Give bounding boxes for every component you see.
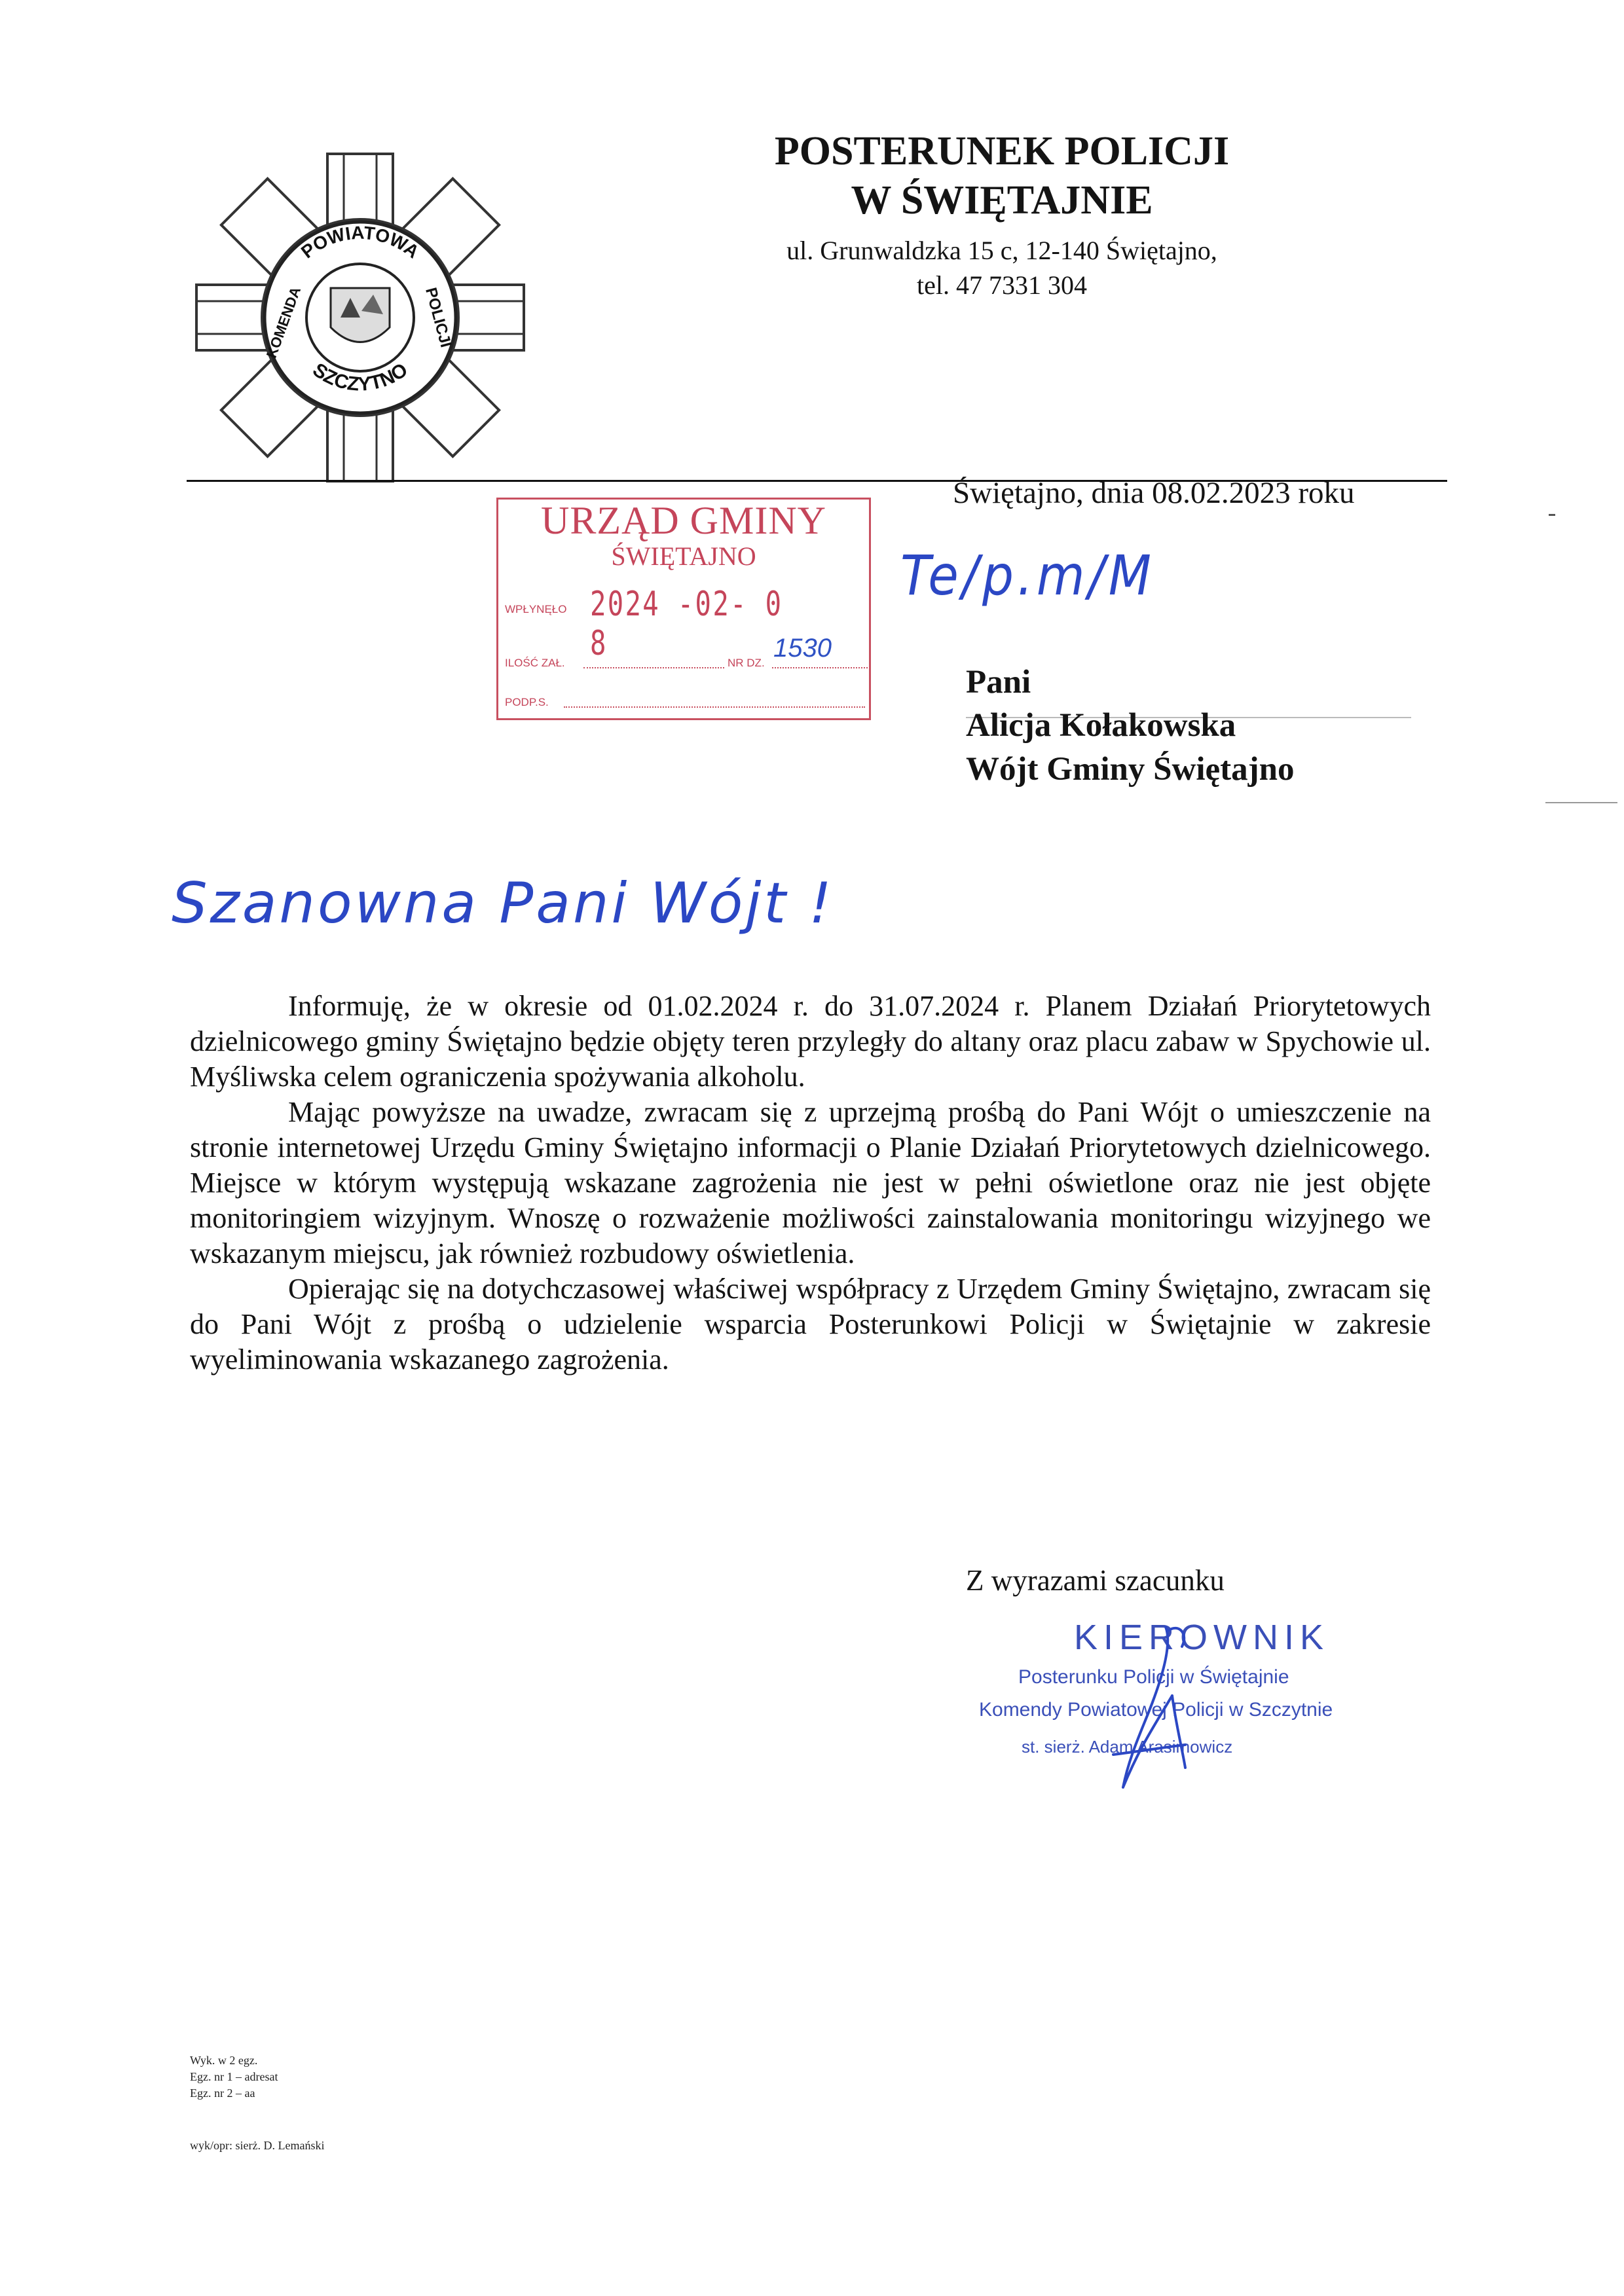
stamp-signature-dots — [564, 706, 865, 708]
salutation: Szanowna Pani Wójt ! — [172, 871, 834, 936]
stamp-subtitle: ŚWIĘTAJNO — [611, 541, 756, 571]
svg-text:POWIATOWA — [297, 223, 423, 263]
footer-prepared-by: wyk/opr: sierż. D. Lemański — [190, 2139, 325, 2152]
stamp-attachments-dots — [583, 667, 724, 668]
badge-text-bottom: SZCZYTNO — [308, 359, 412, 395]
footer-copies: Wyk. w 2 egz. — [190, 2054, 258, 2067]
footer-copy1: Egz. nr 1 – adresat — [190, 2070, 278, 2083]
handwritten-note: Te/p.m/M — [900, 543, 1155, 608]
date-line: Świętajno, dnia 08.02.2023 roku — [953, 476, 1355, 510]
signature-line2: Komendy Powiatowej Policji w Szczytnie — [979, 1699, 1333, 1721]
badge-text-left: KOMENDA — [263, 284, 304, 361]
badge-text-top: POWIATOWA — [297, 222, 423, 263]
signature-title: KIEROWNIK — [1074, 1618, 1330, 1657]
recipient-line2: Alicja Kołakowska — [966, 707, 1236, 744]
scan-mark — [1545, 802, 1617, 803]
stamp-signature-label: PODP.S. — [505, 696, 549, 708]
header-title-line2: W ŚWIĘTAJNIE — [851, 178, 1153, 223]
handwritten-signature — [976, 1617, 1369, 1813]
signature-line1: Posterunku Policji w Świętajnie — [1018, 1666, 1289, 1688]
closing: Z wyrazami szacunku — [966, 1564, 1225, 1597]
recipient-line3: Wójt Gminy Świętajno — [966, 751, 1295, 788]
signature-line3: st. sierż. Adam Arasimowicz — [1022, 1737, 1233, 1757]
badge-text-right: POLICJI — [422, 285, 455, 350]
svg-text:SZCZYTNO — [308, 359, 411, 395]
body-paragraph-1: Informuję, że w okresie od 01.02.2024 r. do 31.07.2024 r. Planem Działań Priorytetowych dzielnicowego gminy Świętajno będzie objęty teren przyległy do altany oraz placu zabaw w Spychowie ul. Myśliwska celem ograniczenia spożywania alkoholu. — [190, 990, 1431, 1093]
stamp-number-value: 1530 — [773, 634, 832, 663]
stamp-received-label: WPŁYNĘŁO — [505, 603, 567, 615]
signature-stamp — [976, 1617, 1369, 1813]
scan-mark — [1549, 514, 1555, 516]
recipient-line1: Pani — [966, 664, 1031, 701]
body-paragraph-2: Mając powyższe na uwadze, zwracam się z uprzejmą prośbą do Pani Wójt o umieszczenie na stronie internetowej Urzędu Gminy Świętajno informacji o Planie Działań Priorytetowych dzielnicowego. Miejsce w którym występują wskazane zagrożenia nie jest w pełni oświetlone oraz nie jest objęte monitoringiem wizyjnym. Wnoszę o rozważenie możliwości zainstalowania monitoringu wizyjnego we wskazanym miejscu, jak również rozbudowy oświetlenia. — [190, 1096, 1431, 1269]
body-paragraph-3: Opierając się na dotychczasowej właściwej współpracy z Urzędem Gminy Świętajno, zwracam się do Pani Wójt z prośbą o udzielenie wsparcia Posterunkowi Policji w Świętajnie w zakresie wyeliminowania wskazanego zagrożenia. — [190, 1273, 1431, 1376]
footer-copy2: Egz. nr 2 – aa — [190, 2086, 255, 2100]
stamp-title: URZĄD GMINY — [541, 499, 826, 542]
stamp-attachments-label: ILOŚĆ ZAŁ. — [505, 657, 565, 669]
header-phone: tel. 47 7331 304 — [917, 270, 1087, 300]
receipt-stamp — [496, 498, 871, 720]
letter-body — [190, 989, 1431, 1377]
header-address: ul. Grunwaldzka 15 c, 12-140 Świętajno, — [786, 236, 1217, 265]
stamp-number-label: NR DZ. — [728, 657, 765, 669]
police-badge-logo — [190, 147, 530, 488]
header-title-line1: POSTERUNEK POLICJI — [774, 129, 1230, 173]
stamp-received-date: 2024 -02- 0 8 — [590, 585, 783, 663]
stamp-number-dots — [772, 667, 870, 668]
